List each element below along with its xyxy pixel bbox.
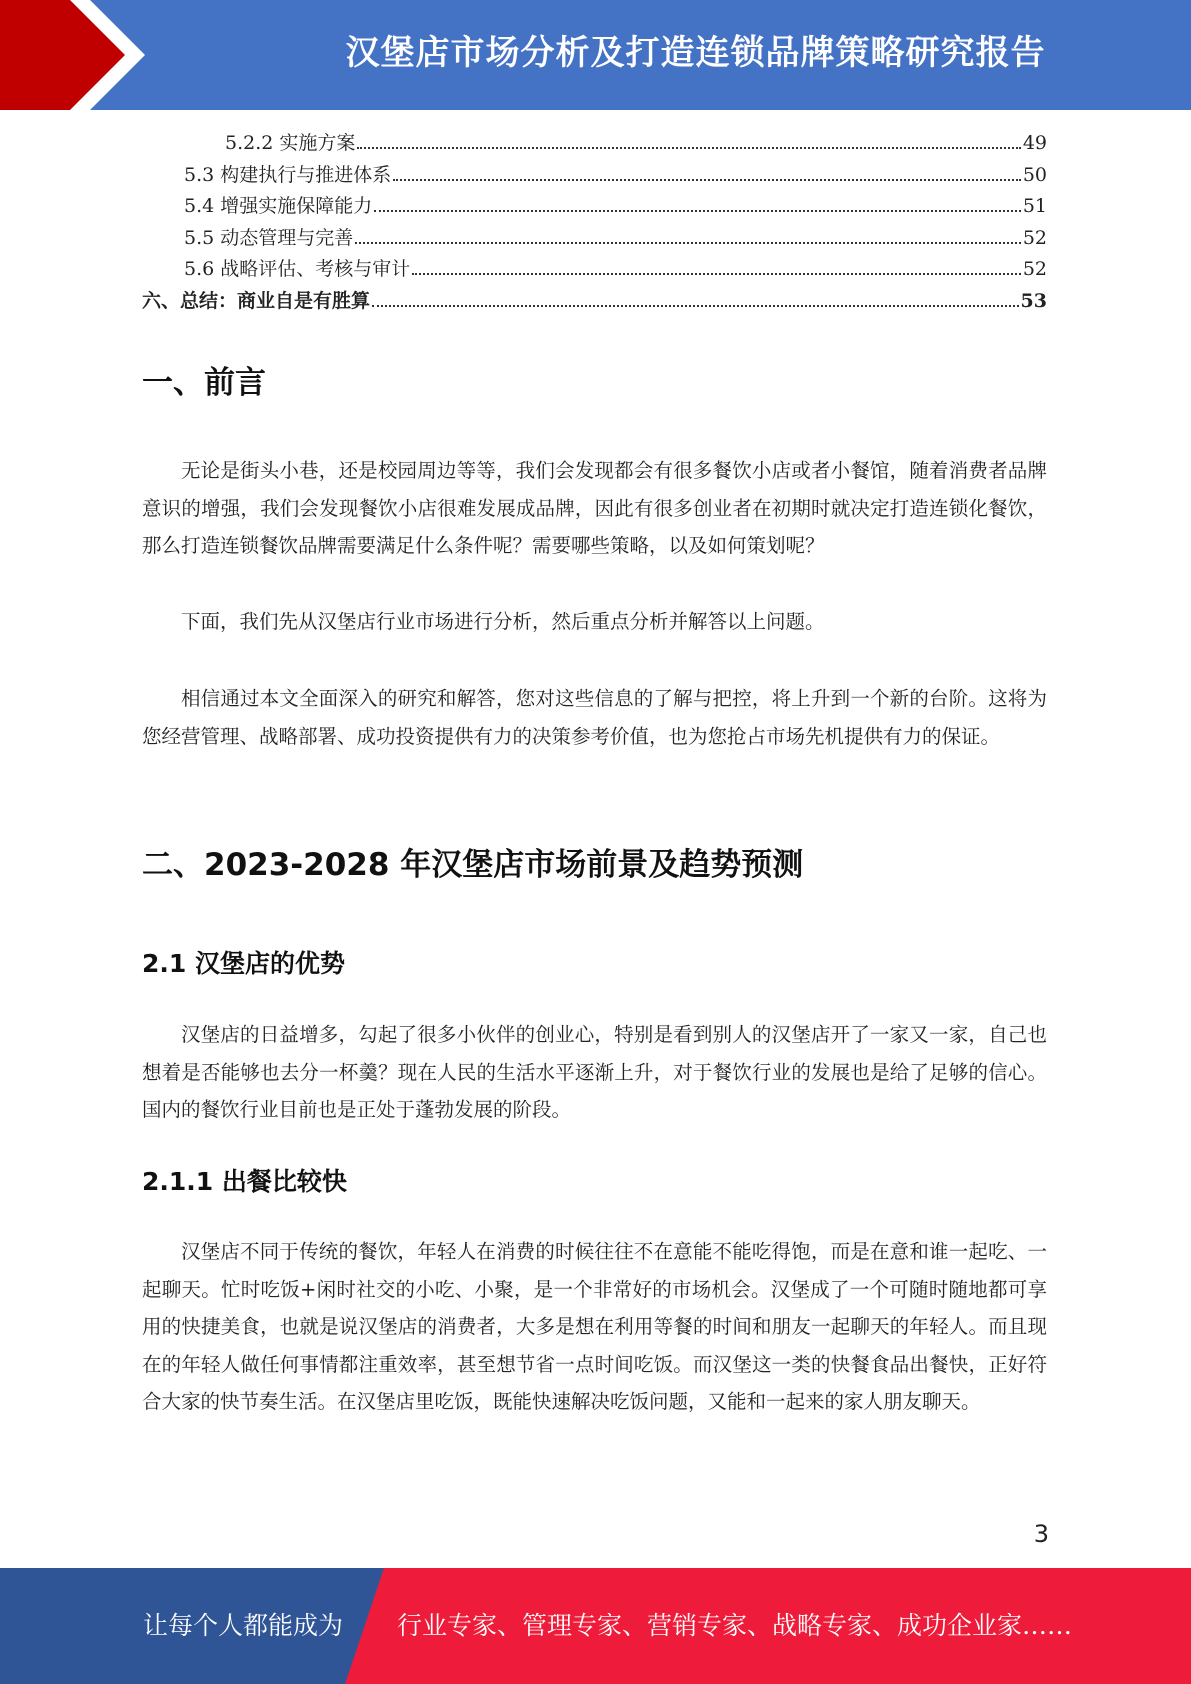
toc-entry-page: 50 <box>1022 163 1047 186</box>
toc-entry-page: 52 <box>1022 258 1047 280</box>
toc-entry[interactable] <box>142 254 1047 286</box>
toc-entry-text: 5.4 增强实施保障能力 <box>184 195 373 217</box>
page-number: 3 <box>1033 1520 1049 1548</box>
toc-leader <box>393 179 1021 181</box>
paragraph: 无论是街头小巷，还是校园周边等等，我们会发现都会有很多餐饮小店或者小餐馆，随着消费者品牌意识的增强，我们会发现餐饮小店很难发展成品牌，因此有很多创业者在初期时就决定打造连锁化餐饮，那么打造连锁餐饮品牌需要满足什么条件呢？需要哪些策略，以及如何策划呢？ <box>142 459 1047 557</box>
page-footer <box>0 1568 1191 1684</box>
toc-leader <box>412 273 1021 275</box>
toc-entry-page: 51 <box>1022 195 1047 217</box>
paragraph: 下面，我们先从汉堡店行业市场进行分析，然后重点分析并解答以上问题。 <box>181 610 825 633</box>
footer-slogan-left: 让每个人都能成为 <box>143 1611 344 1640</box>
paragraph: 汉堡店不同于传统的餐饮，年轻人在消费的时候往往不在意能不能吃得饱，而是在意和谁一起吃、一起聊天。忙时吃饭+闲时社交的小吃、小聚，是一个非常好的市场机会。汉堡成了一个可随时随地都可享用的快捷美食，也就是说汉堡店的消费者，大多是想在利用等餐的时间和朋友一起聊天的年轻人。而且现在的年轻人做任何事情都注重效率，甚至想节省一点时间吃饭。而汉堡这一类的快餐食品出餐快，正好符合大家的快节奏生活。在汉堡店里吃饭，既能快速解决吃饭问题，又能和一起来的家人朋友聊天。 <box>142 1240 1047 1413</box>
toc-entry-text: 5.5 动态管理与完善 <box>184 226 354 249</box>
toc-entry[interactable] <box>142 160 1047 192</box>
toc-entry[interactable] <box>142 128 1047 160</box>
paragraph: 相信通过本文全面深入的研究和解答，您对这些信息的了解与把控，将上升到一个新的台阶。这将为您经营管理、战略部署、成功投资提供有力的决策参考价值，也为您抢占市场先机提供有力的保证。 <box>142 687 1047 748</box>
page-header <box>0 0 1191 110</box>
subsection-heading-advantages: 2.1 汉堡店的优势 <box>142 949 345 978</box>
toc-entry[interactable] <box>142 223 1047 255</box>
toc-entry[interactable] <box>142 191 1047 223</box>
toc-leader <box>355 242 1021 244</box>
paragraph: 汉堡店的日益增多，勾起了很多小伙伴的创业心，特别是看到别人的汉堡店开了一家又一家，自己也想着是否能够也去分一杯羹？现在人民的生活水平逐渐上升，对于餐饮行业的发展也是给了足够的信心。国内的餐饮行业目前也是正处于蓬勃发展的阶段。 <box>142 1023 1047 1121</box>
toc-entry-page: 52 <box>1022 226 1047 249</box>
section-heading-outlook: 二、2023-2028 年汉堡店市场前景及趋势预测 <box>142 847 804 883</box>
table-of-contents <box>142 128 1047 317</box>
toc-entry-text: 5.2.2 实施方案 <box>225 132 356 154</box>
toc-entry-text: 六、总结：商业自是有胜算 <box>142 289 371 312</box>
section-heading-preface: 一、前言 <box>142 365 266 401</box>
footer-slogan-right: 行业专家、管理专家、营销专家、战略专家、成功企业家…… <box>397 1611 1073 1640</box>
toc-leader <box>374 210 1021 212</box>
toc-leader <box>357 147 1020 149</box>
toc-entry-page: 53 <box>1020 289 1047 312</box>
toc-entry-text: 5.3 构建执行与推进体系 <box>184 163 392 186</box>
report-title: 汉堡店市场分析及打造连锁品牌策略研究报告 <box>345 33 1046 73</box>
header-arrow-decoration <box>0 0 150 110</box>
subsection-heading-fast-serving: 2.1.1 出餐比较快 <box>142 1167 347 1196</box>
toc-entry-page: 49 <box>1022 132 1047 154</box>
toc-entry-text: 5.6 战略评估、考核与审计 <box>184 258 411 280</box>
toc-leader <box>372 305 1019 307</box>
toc-entry[interactable] <box>142 286 1047 318</box>
